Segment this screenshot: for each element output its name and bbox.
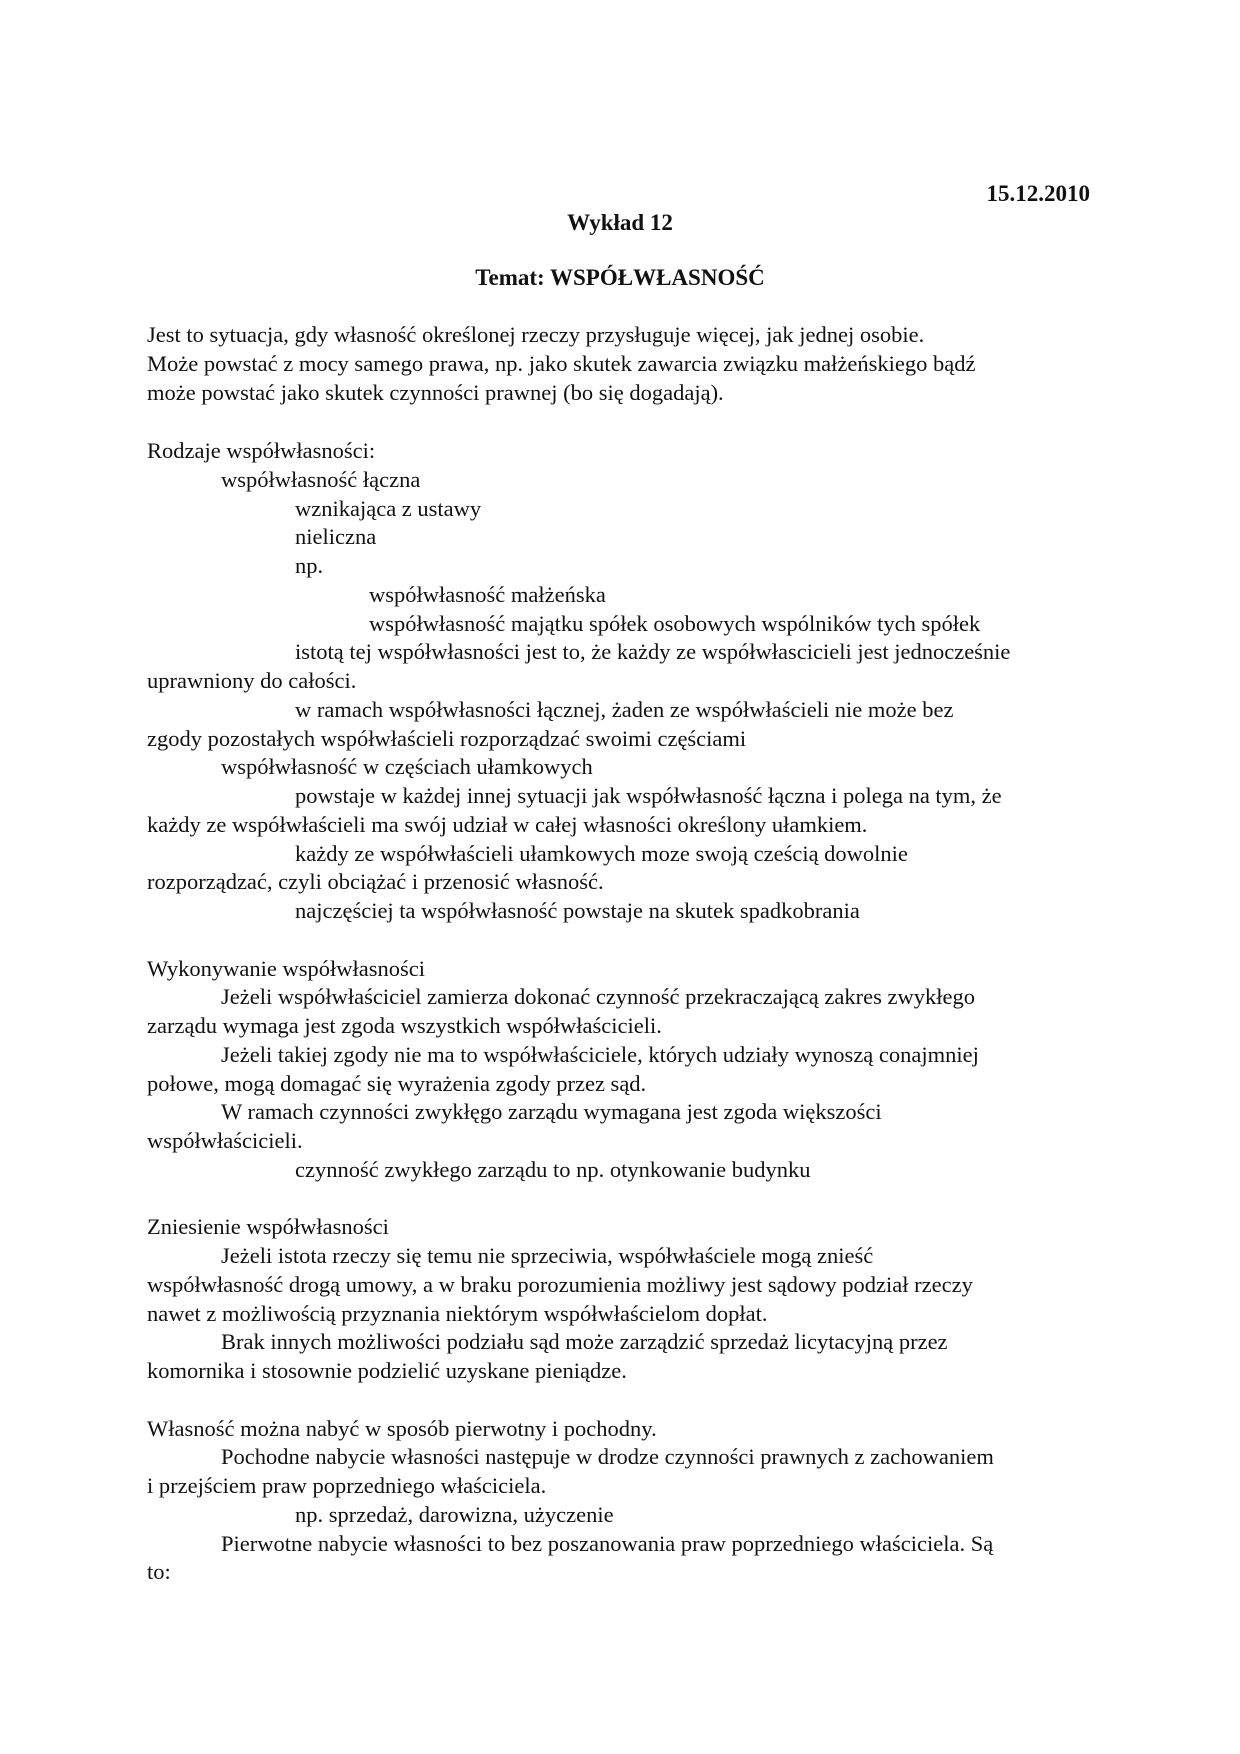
text-line: np. sprzedaż, darowizna, użyczenie [295, 1502, 614, 1527]
section-heading: Własność można nabyć w sposób pierwotny i pochodny. [147, 1416, 657, 1441]
text-line: najczęściej ta współwłasność powstaje na skutek spadkobrania [295, 898, 860, 923]
text-line: W ramach czynności zwykłęgo zarządu wymagana jest zgoda większości [221, 1099, 882, 1124]
text-line: Pierwotne nabycie własności to bez poszanowania praw poprzedniego właściciela. Są [221, 1531, 994, 1556]
text-line: każdy ze współwłaścieli ma swój udział w całej własności określony ułamkiem. [147, 812, 868, 837]
text-line: czynność zwykłego zarządu to np. otynkowanie budynku [295, 1157, 811, 1182]
text-line: to: [147, 1559, 171, 1584]
text-line: Jest to sytuacja, gdy własność określonej rzeczy przysługuje więcej, jak jednej osobie. [147, 322, 925, 347]
text-line: każdy ze współwłaścieli ułamkowych moze swoją cześcią dowolnie [295, 841, 908, 866]
text-line: Jeżeli współwłaściciel zamierza dokonać czynność przekraczającą zakres zwykłego [221, 984, 975, 1009]
text-line: zarządu wymaga jest zgoda wszystkich współwłaścicieli. [147, 1013, 662, 1038]
text-line: współwłaścicieli. [147, 1128, 303, 1153]
text-line: wznikająca z ustawy [295, 496, 482, 521]
text-line: i przejściem praw poprzedniego właściciela. [147, 1473, 547, 1498]
section-heading: Wykonywanie współwłasności [147, 956, 425, 981]
text-line: zgody pozostałych współwłaścieli rozporządzać swoimi częściami [147, 726, 747, 751]
text-line: połowe, mogą domagać się wyrażenia zgody przez sąd. [147, 1071, 647, 1096]
section-heading: Zniesienie współwłasności [147, 1214, 389, 1239]
text-line: współwłasność łączna [221, 467, 421, 492]
text-line: współwłasność małżeńska [369, 582, 606, 607]
text-line: w ramach współwłasności łącznej, żaden ze współwłaścieli nie może bez [295, 697, 954, 722]
text-line: Brak innych możliwości podziału sąd może zarządzić sprzedaż licytacyjną przez [221, 1329, 948, 1354]
text-line: współwłasność w częściach ułamkowych [221, 754, 593, 779]
document-date: 15.12.2010 [986, 181, 1090, 206]
text-line: Jeżeli istota rzeczy się temu nie sprzeciwia, współwłaściele mogą znieść [221, 1243, 874, 1268]
text-line: Może powstać z mocy samego prawa, np. jako skutek zawarcia związku małżeńskiego bądź [147, 351, 976, 376]
text-line: Pochodne nabycie własności następuje w drodze czynności prawnych z zachowaniem [221, 1444, 994, 1469]
lecture-title: Wykład 12 [567, 210, 673, 235]
text-line: współwłasność drogą umowy, a w braku porozumienia możliwy jest sądowy podział rzeczy [147, 1272, 973, 1297]
text-line: rozporządzać, czyli obciążać i przenosić własność. [147, 869, 604, 894]
text-line: Jeżeli takiej zgody nie ma to współwłaściciele, których udziały wynoszą conajmniej [221, 1042, 979, 1067]
text-line: powstaje w każdej innej sytuacji jak współwłasność łączna i polega na tym, że [295, 783, 1002, 808]
section-heading: Rodzaje współwłasności: [147, 438, 376, 463]
text-line: może powstać jako skutek czynności prawnej (bo się dogadają). [147, 380, 724, 405]
text-line: istotą tej współwłasności jest to, że każdy ze współwłascicieli jest jednocześnie [295, 639, 1011, 664]
text-line: np. [295, 553, 324, 578]
text-line: współwłasność majątku spółek osobowych wspólników tych spółek [369, 611, 981, 636]
text-line: nieliczna [295, 524, 377, 549]
text-line: nawet z możliwością przyznania niektórym współwłaścielom dopłat. [147, 1301, 768, 1326]
text-line: uprawniony do całości. [147, 668, 357, 693]
topic-title: Temat: WSPÓŁWŁASNOŚĆ [475, 265, 765, 290]
text-line: komornika i stosownie podzielić uzyskane pieniądze. [147, 1358, 627, 1383]
